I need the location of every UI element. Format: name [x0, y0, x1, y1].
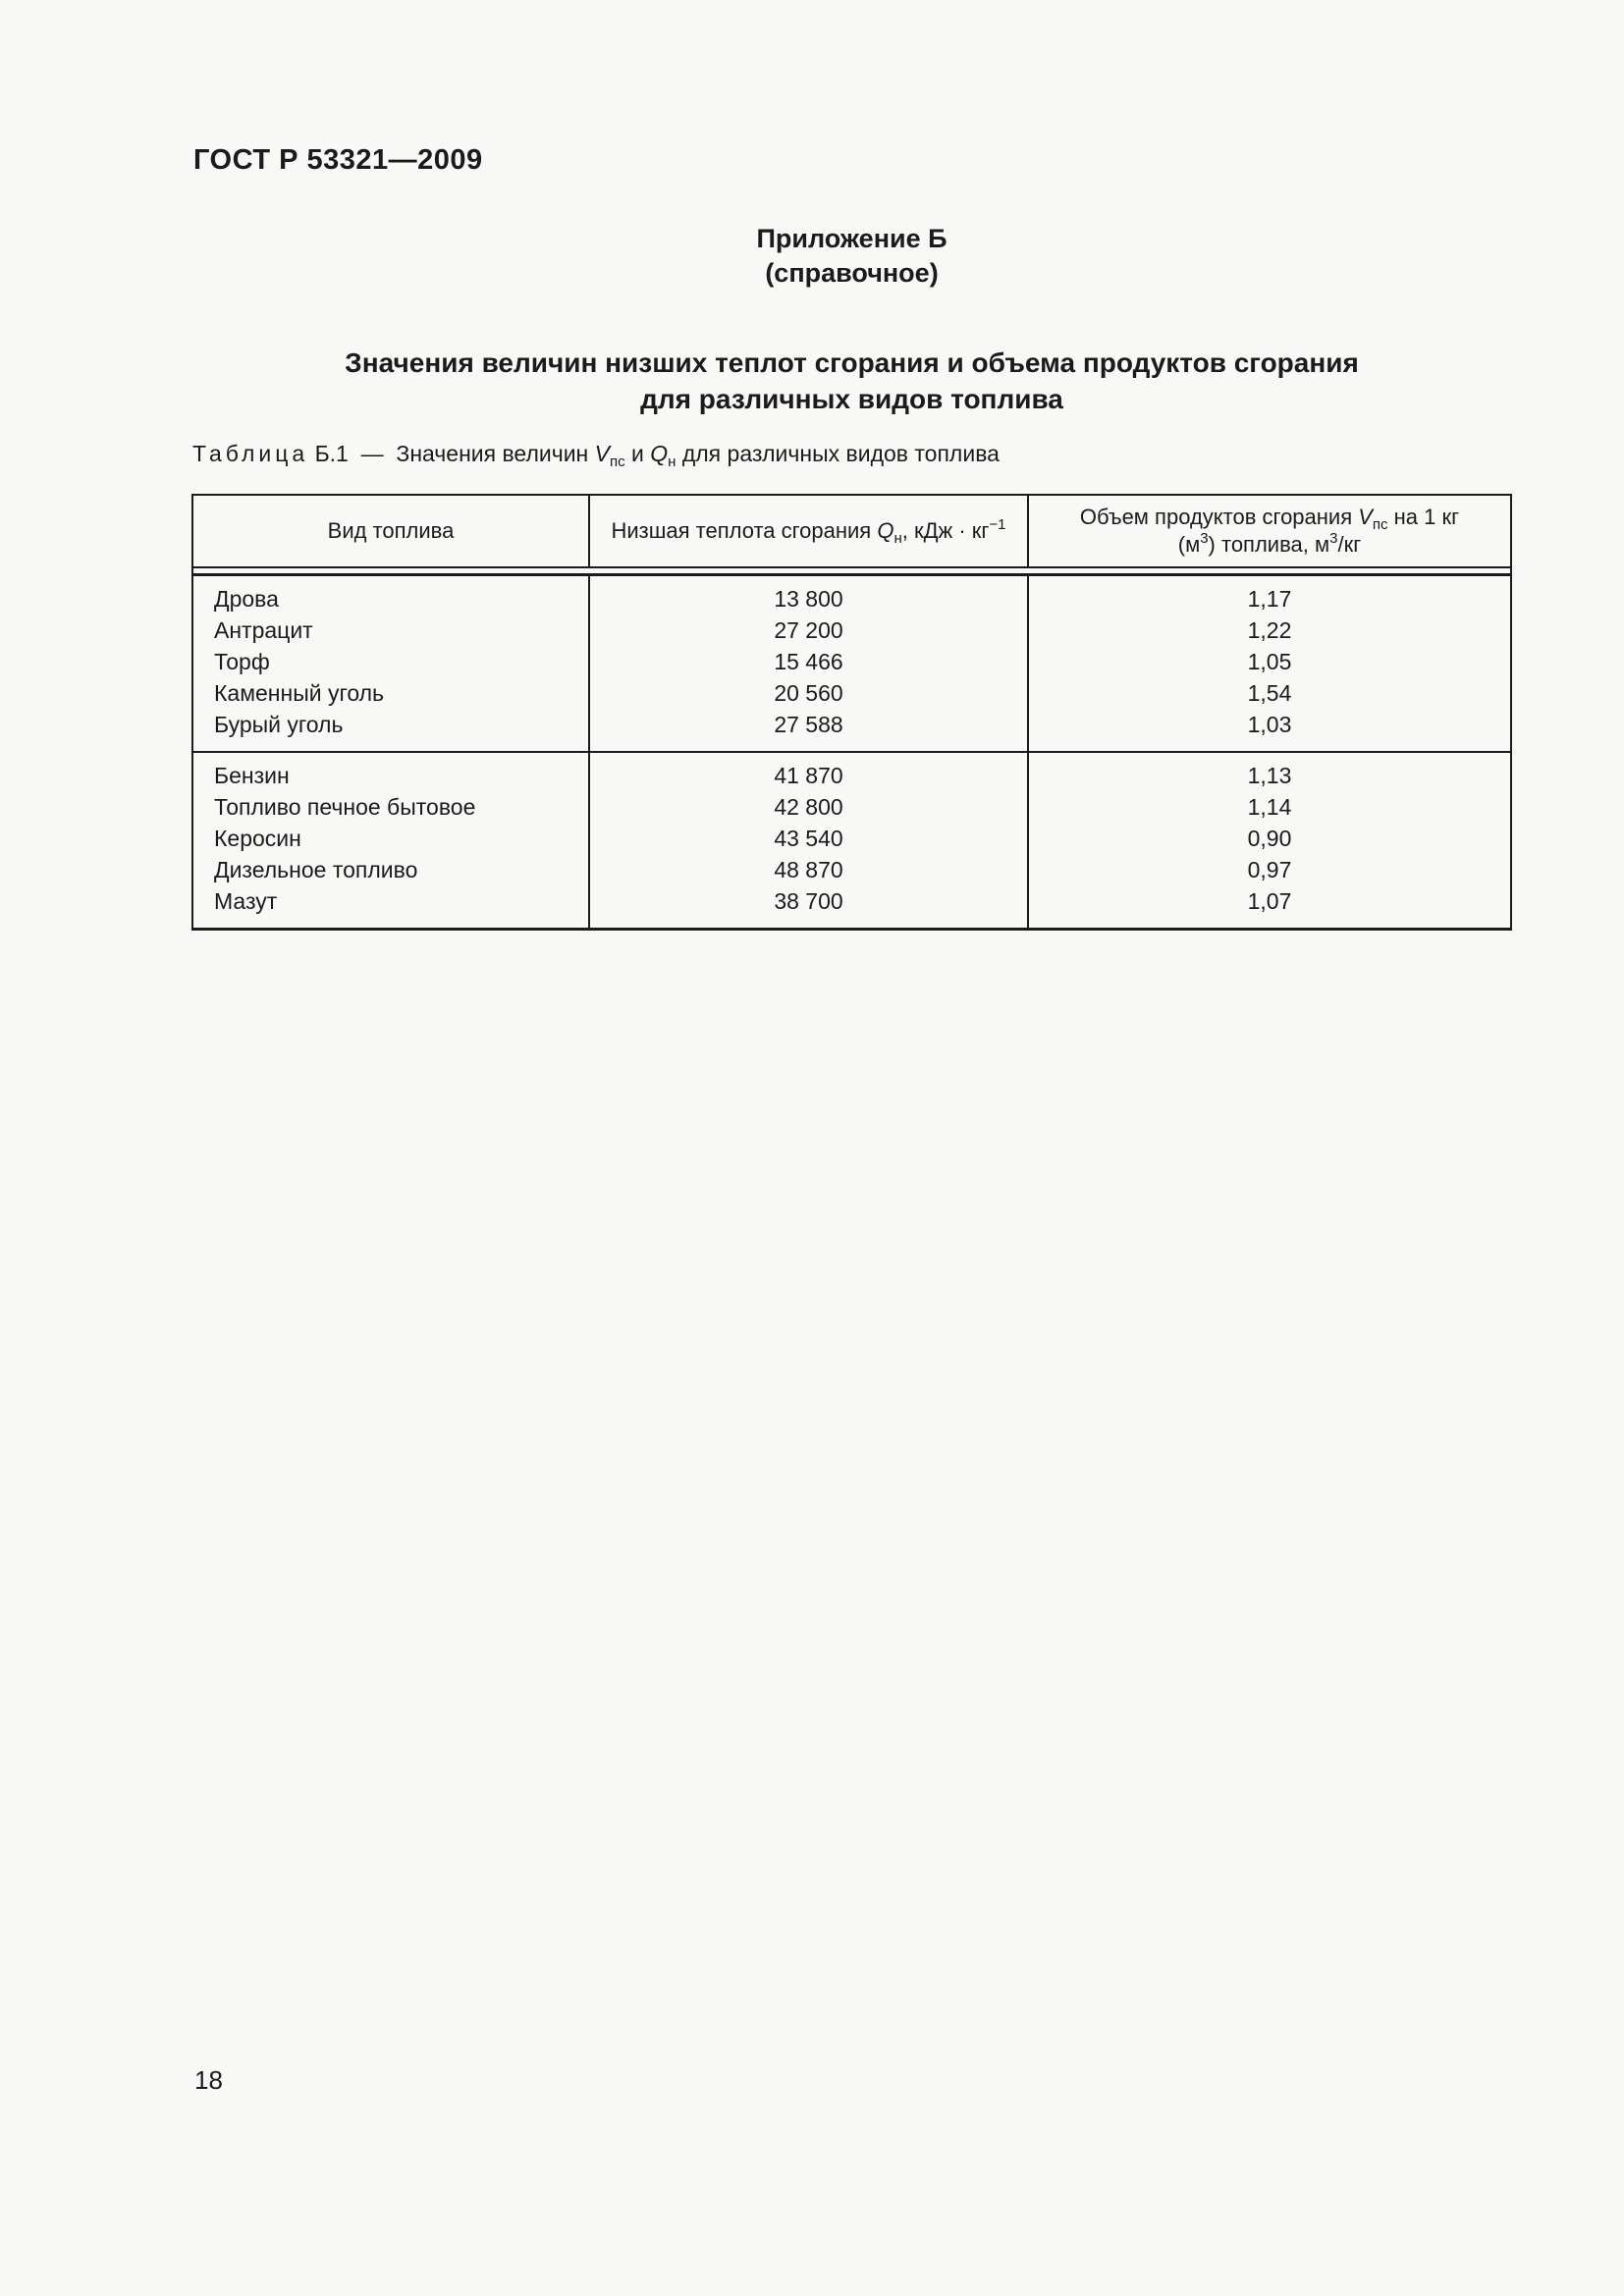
fuel-name-column [193, 576, 590, 751]
fuel-name-cell: Бензин [214, 763, 290, 788]
volume-value-cell: 1,05 [1247, 649, 1292, 674]
table-caption [192, 441, 1000, 470]
fuel-name-cell: Топливо печное бытовое [214, 794, 476, 820]
volume-value-cell: 1,03 [1247, 712, 1292, 737]
fuel-name-cell: Каменный уголь [214, 680, 385, 706]
fuel-name-cell: Антрацит [214, 617, 313, 643]
table-caption-var1: V [594, 441, 610, 466]
fuel-name-cell: Дизельное топливо [214, 857, 418, 882]
header-cell-fuel-type: Вид топлива [193, 496, 590, 566]
q-variable: Q [877, 518, 894, 543]
fuel-name-cell: Мазут [214, 888, 278, 914]
volume-value-column [1029, 576, 1510, 751]
heat-value-cell: 48 870 [774, 857, 843, 882]
heat-value-cell: 41 870 [774, 763, 843, 788]
section-title-line2: для различных видов топлива [640, 384, 1063, 414]
v-variable: V [1358, 505, 1373, 529]
volume-value-column [1029, 753, 1510, 928]
appendix-heading [191, 222, 1512, 291]
volume-value-cell: 1,13 [1247, 763, 1292, 788]
doc-code: ГОСТ Р 53321—2009 [193, 144, 483, 176]
header-body-double-rule [193, 568, 1510, 576]
table-caption-var2-sub: н [668, 454, 677, 470]
header-cell-combustion-volume: Объем продуктов сгорания $V_{пс}$ на 1 кг $(м^3)$ топлива, $м^3/кг$ [1079, 505, 1460, 557]
heat-value-cell: 27 200 [774, 617, 843, 643]
table-caption-text-mid: и [631, 441, 644, 466]
table-caption-text-post: для различных видов топлива [681, 441, 1000, 466]
table-group-liquid-fuels [193, 753, 1510, 928]
table-caption-word: Таблица [192, 441, 309, 466]
volume-value-cell: 1,22 [1247, 617, 1292, 643]
appendix-title: Приложение Б [756, 224, 947, 253]
fuel-name-cell: Бурый уголь [214, 712, 344, 737]
page-number: 18 [194, 2065, 223, 2095]
fuel-name-column [193, 753, 590, 928]
heat-value-cell: 13 800 [774, 586, 843, 612]
fuel-name-cell: Торф [214, 649, 270, 674]
volume-value-cell: 0,90 [1247, 826, 1292, 851]
table-caption-var2: Q [650, 441, 669, 466]
heat-value-column [590, 576, 1029, 751]
heat-value-cell: 38 700 [774, 888, 843, 914]
section-title-line1: Значения величин низших теплот сгорания и объема продуктов сгорания [345, 347, 1359, 378]
fuel-name-cell: Дрова [214, 586, 279, 612]
appendix-subtitle: (справочное) [765, 258, 939, 288]
table-caption-text-pre: Значения величин [396, 441, 589, 466]
volume-value-cell: 1,14 [1247, 794, 1292, 820]
table-caption-dash: — [360, 441, 384, 466]
heat-value-cell: 15 466 [774, 649, 843, 674]
heat-value-cell: 43 540 [774, 826, 843, 851]
heat-value-column [590, 753, 1029, 928]
table-caption-var1-sub: пс [610, 454, 625, 470]
table-caption-number: Б.1 [314, 441, 349, 466]
volume-value-cell: 1,54 [1247, 680, 1292, 706]
heat-value-cell: 27 588 [774, 712, 843, 737]
section-title [191, 345, 1512, 417]
fuel-table [191, 494, 1512, 931]
volume-value-cell: 1,07 [1247, 888, 1292, 914]
fuel-name-cell: Керосин [214, 826, 301, 851]
header-cell-heat-value: Низшая теплота сгорания $Q_н$, кДж · $кг^{-1}$ [590, 496, 1029, 566]
heat-value-cell: 42 800 [774, 794, 843, 820]
volume-value-cell: 0,97 [1247, 857, 1292, 882]
volume-value-cell: 1,17 [1247, 586, 1292, 612]
heat-value-cell: 20 560 [774, 680, 843, 706]
table-header-row [193, 496, 1510, 568]
table-group-solid-fuels [193, 576, 1510, 753]
